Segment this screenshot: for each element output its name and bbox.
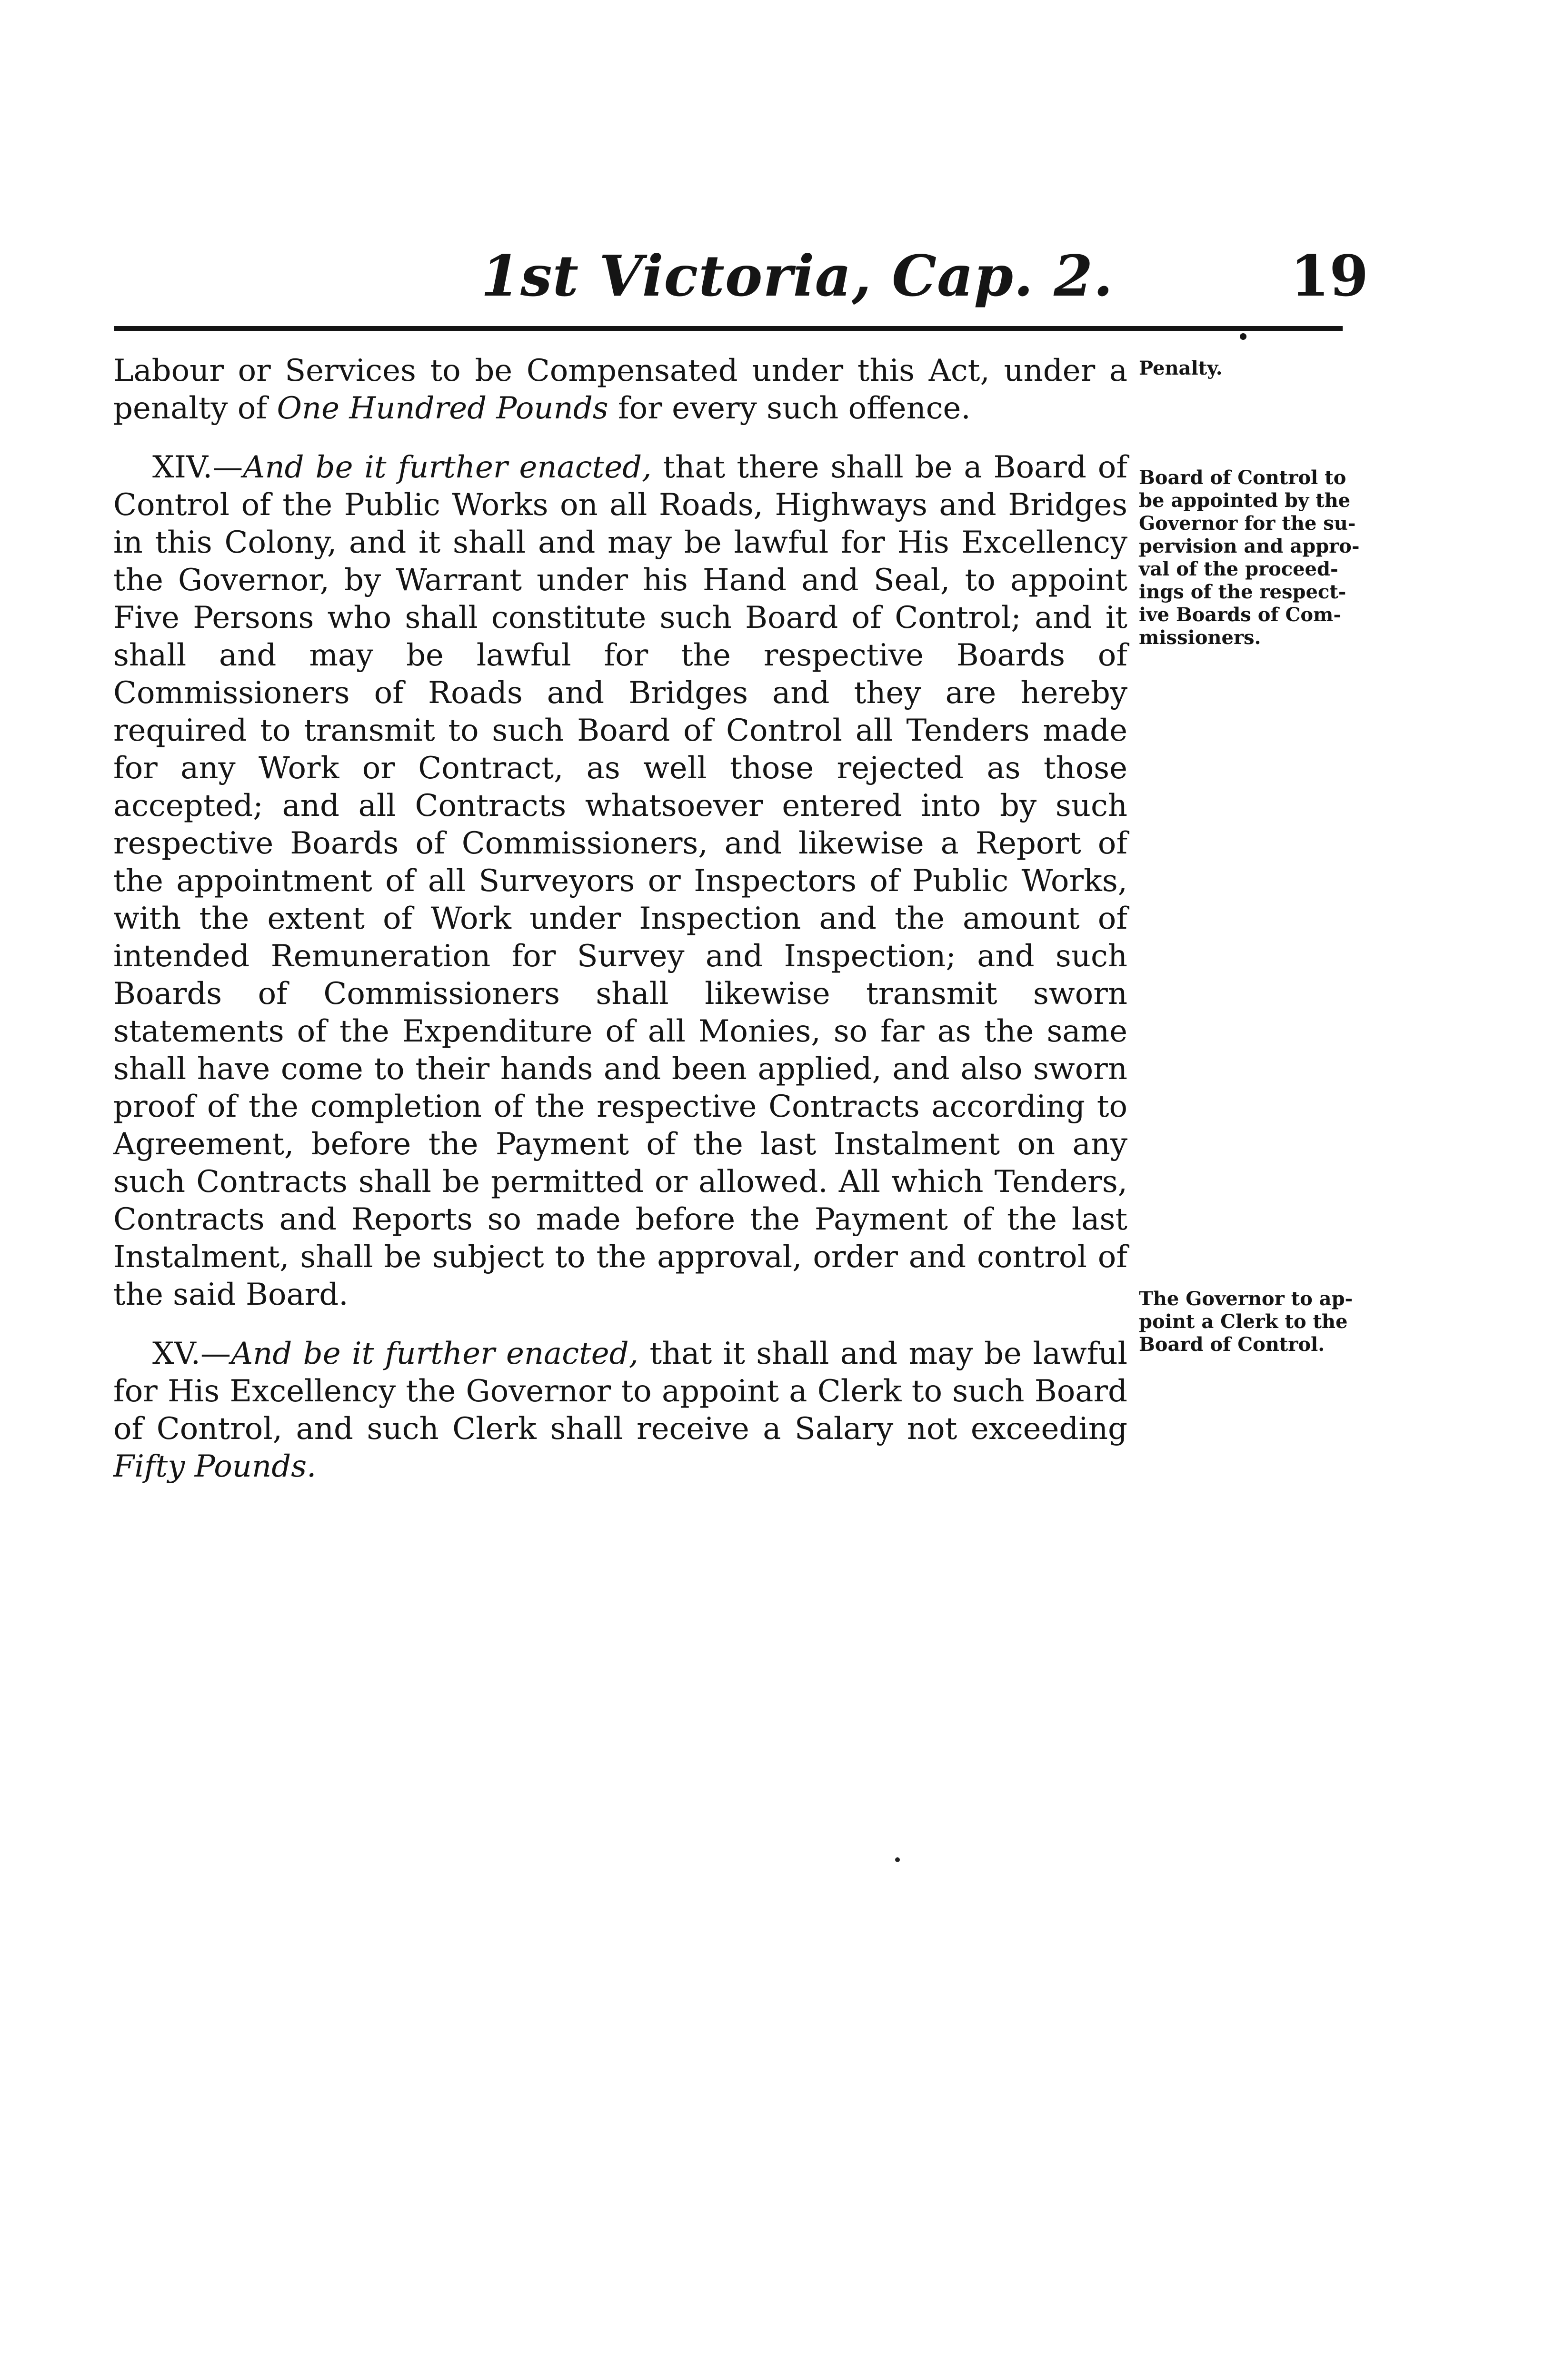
section-xiv [113, 449, 1127, 1314]
header-rule [114, 326, 1343, 331]
margin-note-board-of-control: Board of Control to be appointed by the Governor for the su- pervision and appro- val of the proceed- ings of the respect- ive Boards of Com- missioners. [1139, 466, 1360, 649]
section-xv [113, 1335, 1127, 1486]
section-xiv-text: that there shall be a Board of Control of the Public Works on all Roads, Highways and Bridges in this Colony, and it shall and may be lawful for His Excellency the Governor, by Warrant under his Hand and Seal, to appoint Five Persons who shall constitute such Board of Control; and it shall and may be lawful for the respective Boards of Commissioners of Roads and Bridges and they are hereby required to transmit to such Board of Control all Tenders made for any Work or Contract, as well those rejected as those accepted; and all Contracts whatsoever entered into by such respective Boards of Commissioners, and likewise a Report of the appointment of all Surveyors or Inspectors of Public Works, with the extent of Work under Inspection and the amount of intended Remuneration for Survey and Inspection; and such Boards of Commissioners shall likewise transmit sworn statements of the Expenditure of all Monies, so far as the same shall have come to their hands and been applied, and also sworn proof of the completion of the respective Contracts according to Agreement, before the Payment of the last Instalment on any such Contracts shall be permitted or allowed. All which Tenders, Contracts and Reports so made before the Payment of the last Instalment, shall be subject to the approval, order and control of the said Board. [113, 450, 1128, 1312]
running-title: 1st Victoria, Cap. 2. [481, 243, 1114, 309]
carryover-text-a: Labour or Services to be Compensated under this Act, under a penalty of [113, 353, 1127, 426]
ink-speck [895, 1857, 900, 1862]
header-dot [1240, 333, 1246, 340]
section-xiv-number: XIV.— [152, 450, 243, 485]
carryover-italic: One Hundred Pounds [277, 391, 608, 426]
margin-note-clerk: The Governor to ap- point a Clerk to the Board of Control. [1139, 1288, 1353, 1356]
carryover-text-b: for every such offence. [608, 391, 971, 426]
section-xv-enacting: And be it further enacted, [230, 1336, 638, 1371]
section-xv-number: XV.— [152, 1336, 231, 1371]
section-xv-text: that it shall and may be lawful for His Excellency the Governor to appoint a Clerk to such Board of Control, and such Clerk shall receive a Salary not exceeding [113, 1336, 1128, 1447]
main-text [113, 352, 1127, 1486]
carryover-paragraph [113, 352, 1127, 427]
margin-note-penalty: Penalty. [1139, 357, 1223, 379]
section-xiv-enacting: And be it further enacted, [243, 450, 652, 485]
page-number: 19 [1290, 243, 1369, 309]
page-header [0, 243, 1555, 319]
section-xv-italic: Fifty Pounds. [113, 1449, 317, 1484]
